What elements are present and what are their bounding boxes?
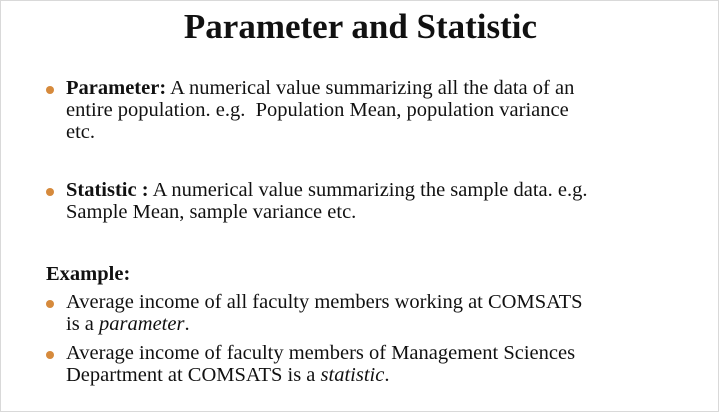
example-text: Average income of faculty members of Management Sciences <box>66 342 576 364</box>
definition-text: etc. <box>66 121 96 143</box>
bullet-icon <box>46 188 54 196</box>
example-line <box>66 364 706 386</box>
example-heading: Example: <box>46 263 131 285</box>
definition-text: Sample Mean, sample variance etc. <box>66 201 357 223</box>
definition-line <box>66 77 706 99</box>
example-text: Department at COMSATS is a <box>66 364 321 386</box>
example-term: statistic <box>320 364 385 386</box>
definition-text: A numerical value summarizing the sample data. e.g. <box>152 179 588 201</box>
example-text: . <box>184 313 190 335</box>
example-item <box>66 291 706 335</box>
slide-title: Parameter and Statistic <box>183 7 538 46</box>
definition-term: Statistic : <box>66 179 149 201</box>
definition-statistic <box>66 179 706 223</box>
example-item <box>66 342 706 386</box>
definition-text: A numerical value summarizing all the data of an <box>170 77 575 99</box>
example-line <box>66 313 706 335</box>
bullet-icon <box>46 86 54 94</box>
example-term: parameter <box>99 313 185 335</box>
example-text: is a <box>66 313 100 335</box>
definition-text: entire population. e.g. Population Mean, population variance <box>66 99 569 121</box>
bullet-icon <box>46 300 54 308</box>
definition-parameter <box>66 77 706 143</box>
example-text: Average income of all faculty members working at COMSATS <box>66 291 583 313</box>
definition-term: Parameter: <box>66 77 167 99</box>
example-text: . <box>384 364 390 386</box>
bullet-icon <box>46 351 54 359</box>
definition-line <box>66 179 706 201</box>
